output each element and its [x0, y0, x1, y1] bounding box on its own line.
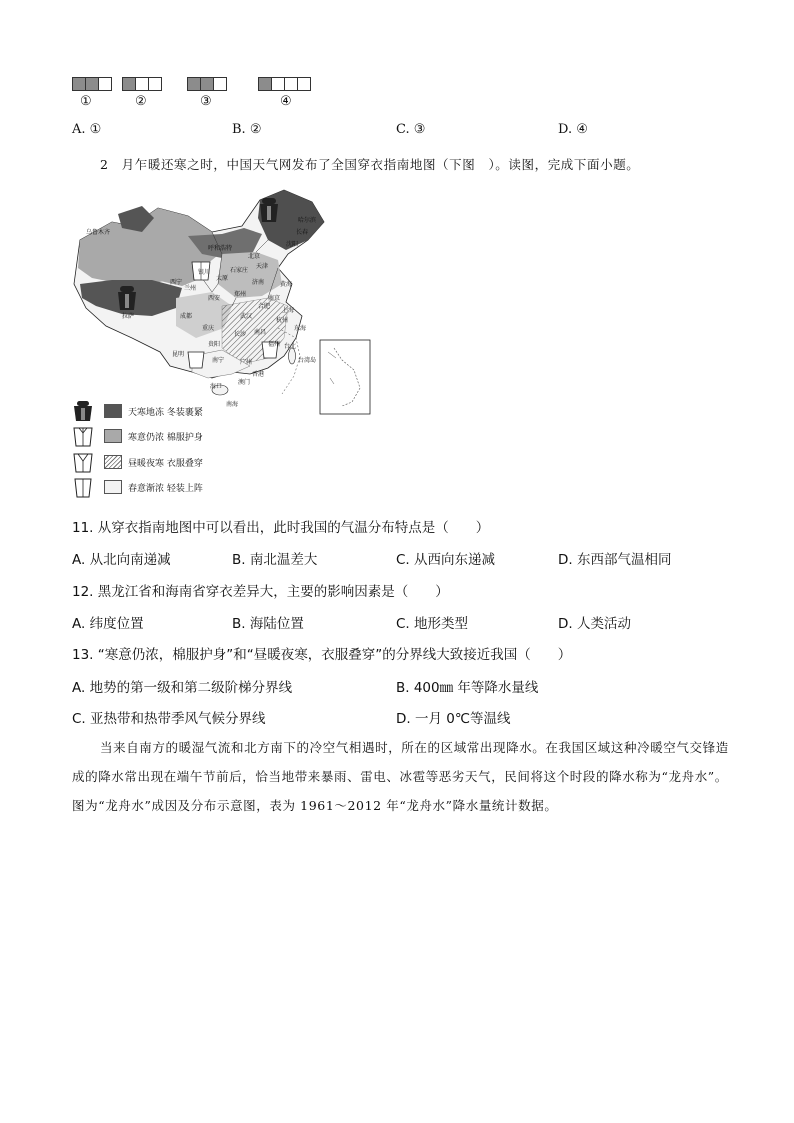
legend-row-2: [72, 425, 203, 447]
box-diagram-1-label: ①: [80, 94, 92, 109]
q13-option-d: D. 一月 0℃等温线: [396, 711, 511, 727]
map-label-lanzhou: 兰州: [184, 285, 197, 292]
legend-swatch-3: [104, 455, 122, 469]
q12-option-c: C. 地形类型: [396, 616, 469, 632]
question-intro: 2 月乍暖还寒之时，中国天气网发布了全国穿衣指南地图（下图 ）。读图，完成下面小题。: [100, 157, 640, 172]
cotton-coat-icon: [72, 425, 94, 447]
map-label-chengdu: 成都: [180, 313, 193, 320]
legend-swatch-1: [104, 404, 122, 418]
q13-option-a: A. 地势的第一级和第二级阶梯分界线: [72, 680, 293, 696]
map-label-east-china-sea: 东海: [294, 325, 307, 332]
map-label-hongkong: 香港: [252, 371, 265, 378]
reading-passage: 当来自南方的暖湿气流和北方南下的冷空气相遇时，所在的区域常出现降水。在我国区域这种冷暖空气交锋造成的降水常出现在端午节前后，恰当地带来暴雨、雷电、冰雹等恶劣天气，民间将这个时段的降水称为“龙舟水”。图为“龙舟水”成因及分布示意图，表为 1961～2012 年“龙舟水”降水量统计数据。: [72, 740, 729, 813]
q11-option-a: A. 从北向南递减: [72, 552, 171, 568]
legend-row-1: [72, 400, 203, 422]
box-diagram-4-label: ④: [280, 94, 292, 109]
map-label-tianjin: 天津: [256, 263, 269, 270]
map-label-beijing: 北京: [248, 253, 261, 260]
box-diagram-1: [72, 77, 111, 91]
map-label-taipei: 台北: [284, 343, 297, 350]
map-label-shenyang: 沈阳: [286, 241, 299, 248]
q10-option-b: B. ②: [232, 122, 262, 137]
map-label-shanghai: 上海: [282, 307, 295, 314]
q11-stem: 11. 从穿衣指南地图中可以看出，此时我国的气温分布特点是（ ）: [72, 520, 490, 536]
box-diagram-2: [122, 77, 161, 91]
down-coat-icon: [72, 400, 94, 422]
map-label-hangzhou: 杭州: [276, 317, 289, 324]
box-diagram-2-label: ②: [135, 94, 147, 109]
map-label-xian: 西安: [208, 295, 221, 302]
map-label-nanning: 南宁: [212, 357, 225, 364]
q11-option-b: B. 南北温差大: [232, 552, 318, 568]
map-taiwan-island: [289, 348, 296, 364]
map-label-nanchang: 南昌: [254, 329, 267, 336]
map-label-lhasa: 拉萨: [122, 313, 135, 320]
map-label-chongqing: 重庆: [202, 325, 215, 332]
legend-text-4: 春意渐浓 轻装上阵: [128, 483, 203, 494]
q10-option-a: A. ①: [72, 122, 102, 137]
map-label-hohhot: 呼和浩特: [208, 245, 233, 252]
map-label-guiyang: 贵阳: [208, 341, 221, 348]
box-diagram-4: [258, 77, 310, 91]
q12-option-d: D. 人类活动: [558, 616, 631, 632]
map-label-yellow-sea: 黄海: [280, 281, 293, 288]
q13-option-c: C. 亚热带和热带季风气候分界线: [72, 711, 266, 727]
q10-option-d: D. ④: [558, 122, 588, 137]
q11-option-c: C. 从西向东递减: [396, 552, 496, 568]
map-label-macau: 澳门: [238, 379, 251, 386]
map-label-yinchuan: 银川: [198, 269, 211, 276]
legend-swatch-2: [104, 429, 122, 443]
q11-option-d: D. 东西部气温相同: [558, 552, 672, 568]
map-label-changsha: 长沙: [234, 331, 247, 338]
legend-row-3: [72, 451, 203, 473]
map-label-changchun: 长春: [296, 229, 309, 236]
clothing-guide-map: [72, 188, 382, 418]
map-label-kunming: 昆明: [172, 351, 185, 358]
q13-option-b: B. 400㎜ 年等降水量线: [396, 680, 539, 696]
map-label-haikou: 海口: [210, 383, 223, 390]
q10-option-c: C. ③: [396, 122, 426, 137]
legend-text-2: 寒意仍浓 棉服护身: [128, 432, 203, 443]
map-label-harbin: 哈尔滨: [298, 217, 317, 224]
map-label-south-sea: 南海: [226, 401, 239, 408]
map-label-taiwan-island: 台湾岛: [298, 357, 317, 364]
map-clothing-icon-northeast: [260, 198, 278, 222]
legend-row-4: [72, 476, 203, 498]
layered-jacket-icon: [72, 451, 94, 473]
legend-text-3: 昼暖夜寒 衣服叠穿: [128, 458, 203, 469]
box-diagram-3-label: ③: [200, 94, 212, 109]
map-label-zhengzhou: 郑州: [234, 291, 247, 298]
map-clothing-icon-south: [188, 352, 204, 368]
light-jacket-icon: [72, 476, 94, 498]
map-label-nanjing: 南京: [268, 295, 281, 302]
map-label-guangzhou: 广州: [240, 359, 253, 366]
map-label-jinan: 济南: [252, 279, 265, 286]
map-inset-south-china-sea: [320, 340, 370, 414]
map-label-taiyuan: 太原: [216, 275, 229, 282]
legend-swatch-4: [104, 480, 122, 494]
box-diagram-3: [187, 77, 226, 91]
map-label-wuhan: 武汉: [240, 313, 253, 320]
map-label-fuzhou: 福州: [268, 341, 281, 348]
map-clothing-icon-qinghai: [118, 286, 136, 310]
map-label-xining: 西宁: [170, 279, 183, 286]
q12-stem: 12. 黑龙江省和海南省穿衣差异大，主要的影响因素是（ ）: [72, 584, 449, 600]
q12-option-b: B. 海陆位置: [232, 616, 304, 632]
q12-option-a: A. 纬度位置: [72, 616, 144, 632]
map-label-urumqi: 乌鲁木齐: [86, 229, 111, 236]
legend-text-1: 天寒地冻 冬装裹紧: [128, 407, 203, 418]
map-label-hefei: 合肥: [258, 303, 271, 310]
q13-stem: 13. “寒意仍浓，棉服护身”和“昼暖夜寒，衣服叠穿”的分界线大致接近我国（ ）: [72, 647, 572, 663]
map-label-shijiazhuang: 石家庄: [230, 267, 249, 274]
